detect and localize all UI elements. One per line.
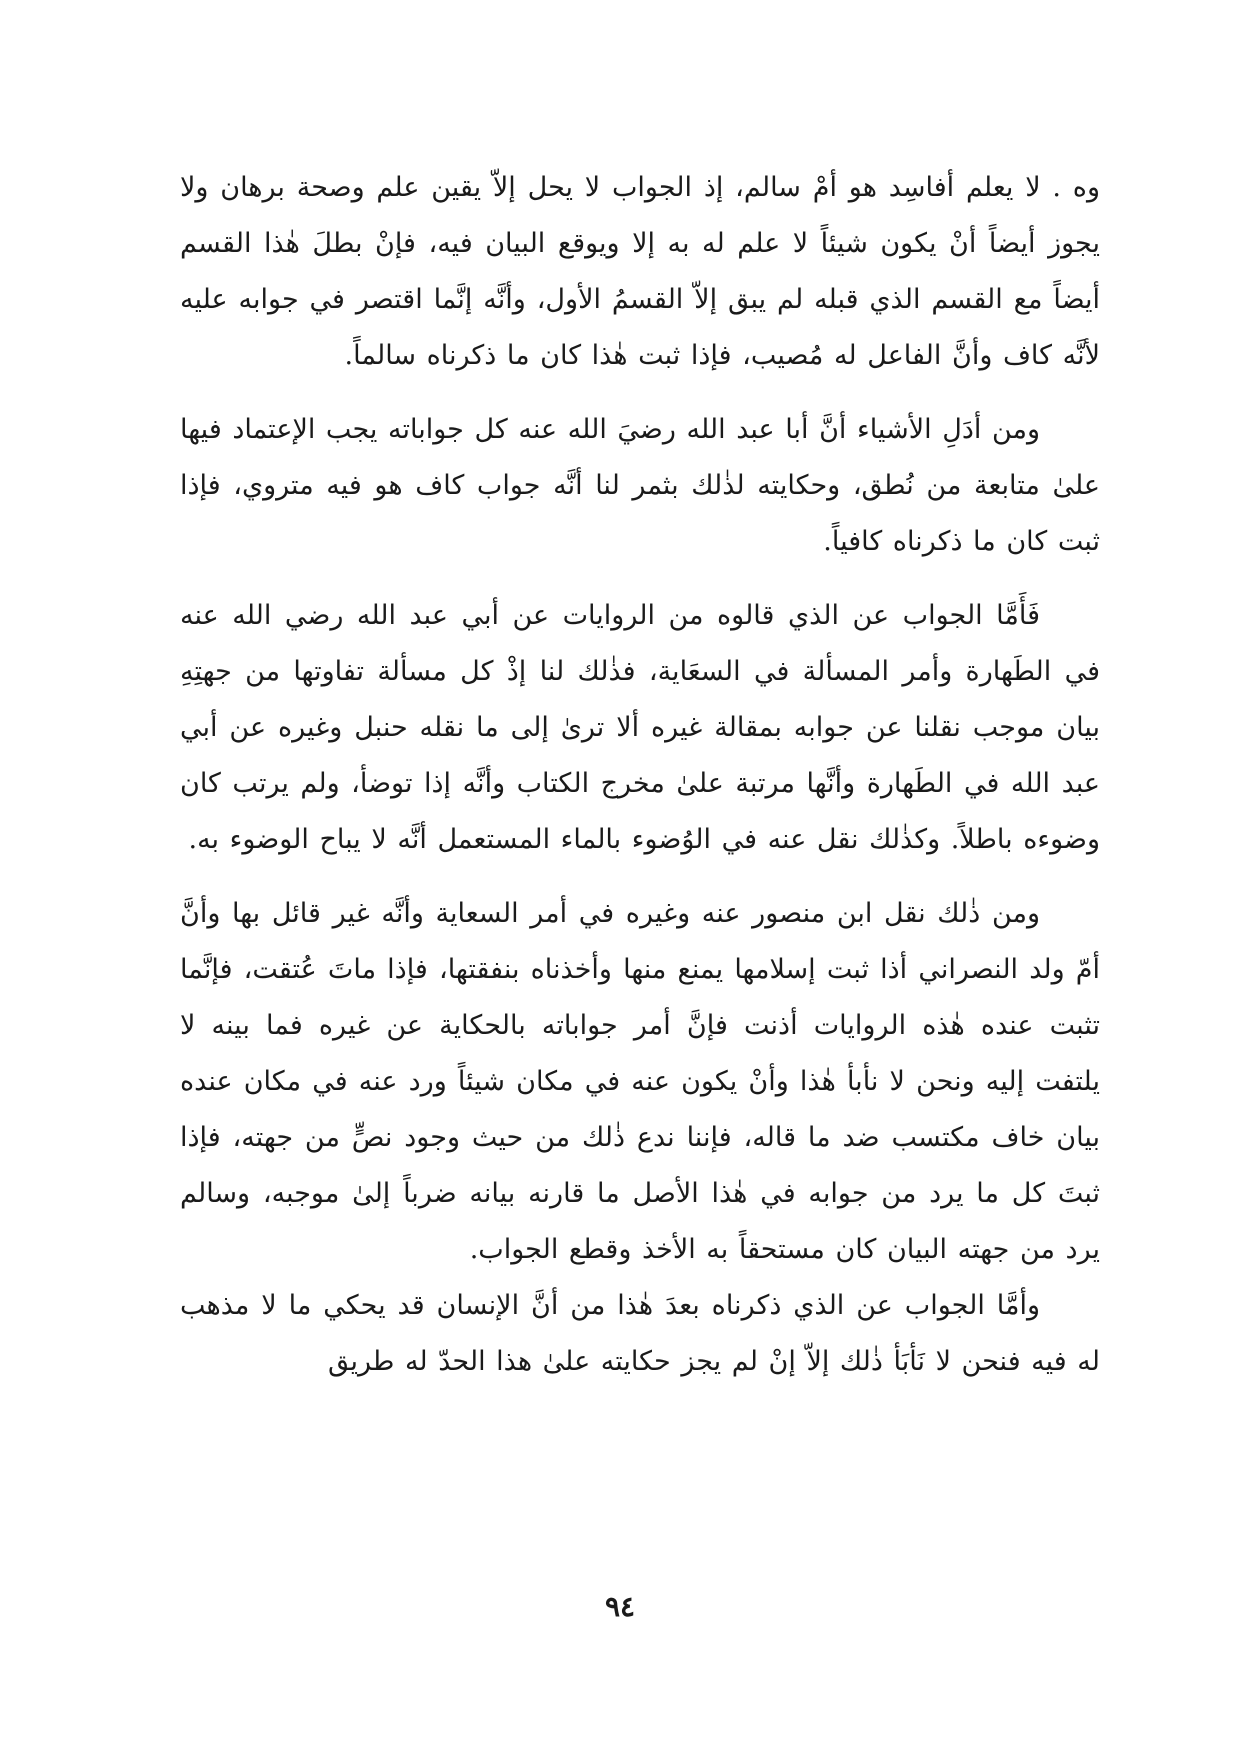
page-number: ٩٤ <box>604 1590 636 1623</box>
paragraph-3: فَأَمَّا الجواب عن الذي قالوه من الروايات عن أبي عبد الله رضي الله عنه في الطَهارة وأمر المسألة في السعَاية، فذٰلك لنا إذْ كل مسألة تفاوتها من جهتِهِ بيان موجب نقلنا عن جوابه بمقالة غيره ألا ترىٰ إلى ما نقله حنبل وغيره عن أبي عبد الله في الطَهارة وأنَّها مرتبة علىٰ مخرج الكتاب وأنَّه إذا توضأ، ولم يرتب كان وضوءه باطلاً. وكذٰلك نقل عنه في الوُضوء بالماء المستعمل أنَّه لا يباح الوضوء به. <box>180 600 1100 855</box>
page-body <box>180 160 1100 1560</box>
paragraph-5: وأمَّا الجواب عن الذي ذكرناه بعدَ هٰذا من أنَّ الإنسان قد يحكي ما لا مذهب له فيه فنحن لا نَأبَأ ذٰلك إلاّ إنْ لم يجز حكايته علىٰ هذا الحدّ له طريق <box>180 1290 1100 1377</box>
paragraph-4: ومن ذٰلك نقل ابن منصور عنه وغيره في أمر السعاية وأنَّه غير قائل بها وأنَّ أمّ ولد النصراني أذا ثبت إسلامها يمنع منها وأخذناه بنفقتها، فإذا ماتَ عُتقت، فإنَّما تثبت عنده هٰذه الروايات أذنت فإنَّ أمر جواباته بالحكاية عن غيره فما بينه لا يلتفت إليه ونحن لا نأبأ هٰذا وأنْ يكون عنه في مكان شيئاً ورد عنه في مكان عنده بيان خاف مكتسب ضد ما قاله، فإننا ندع ذٰلك من حيث وجود نصٍّ من جهته، فإذا ثبتَ كل ما يرد من جوابه في هٰذا الأصل ما قارنه بيانه ضرباً إلىٰ موجبه، وسالم يرد من جهته البيان كان مستحقاً به الأخذ وقطع الجواب. <box>180 898 1100 1265</box>
paragraph-2: ومن أدَلِ الأشياء أنَّ أبا عبد الله رضيَ الله عنه كل جواباته يجب الإعتماد فيها علىٰ متابعة من نُطق، وحكايته لذٰلك بثمر لنا أنَّه جواب كاف هو فيه متروي، فإذا ثبت كان ما ذكرناه كافياً. <box>180 414 1100 557</box>
paragraph-1: وه . لا يعلم أفاسِد هو أمْ سالم، إذ الجواب لا يحل إلاّ يقين علم وصحة برهان ولا يجوز أيضاً أنْ يكون شيئاً لا علم له به إلا ويوقع البيان فيه، فإنْ بطلَ هٰذا القسم أيضاً مع القسم الذي قبله لم يبق إلاّ القسمُ الأول، وأنَّه إنَّما اقتصر في جوابه عليه لأنَّه كاف وأنَّ الفاعل له مُصيب، فإذا ثبت هٰذا كان ما ذكرناه سالماً. <box>180 172 1100 371</box>
